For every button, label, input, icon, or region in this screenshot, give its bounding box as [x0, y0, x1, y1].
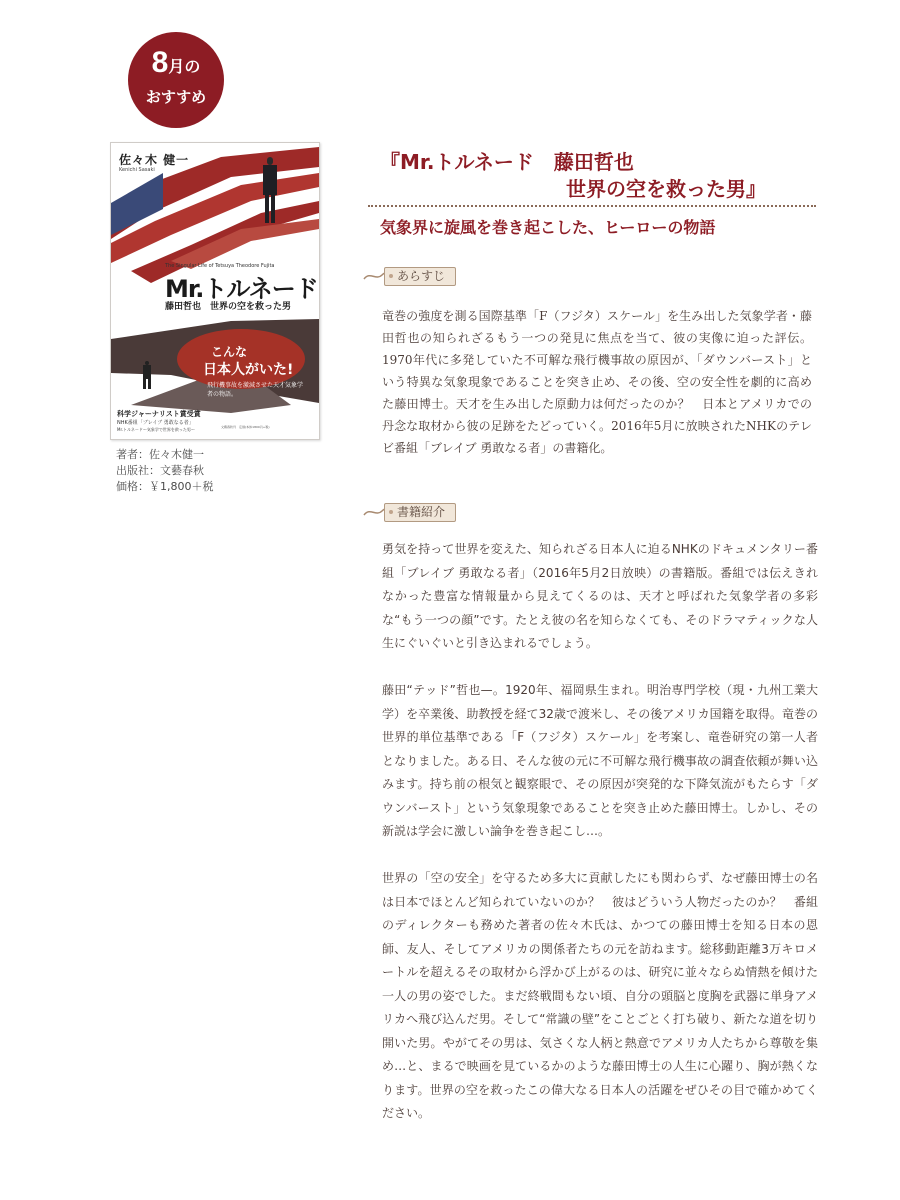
cover-subtitle: 藤田哲也 世界の空を救った男 [165, 302, 292, 312]
cover-award: 科学ジャーナリスト賞受賞 [117, 410, 201, 418]
intro-label: 書籍紹介 [384, 503, 456, 522]
recommendation-badge [128, 32, 224, 128]
intro-paragraph-1: 勇気を持って世界を変えた、知られざる日本人に迫るNHKのドキュメンタリー番組「ブレイブ 勇敢なる者」（2016年5月2日放映）の書籍版。番組では伝えきれなかった豊富な情報量から見えてくるのは、天才と呼ばれた気象学者の多彩な“もう一つの顔”です。たとえ彼の名を知らなくても、そのドラマティックな人生にぐいぐいと引き込まれるでしょう。 [382, 542, 818, 650]
cover-publisher-small: 文藝春秋刊 定価(本体1800円+税) [221, 425, 270, 429]
cover-blob-line1: こんな [211, 345, 248, 359]
cover-nhk-line2: Mr.トルネード〜気象学で世界を救った男〜 [117, 427, 195, 432]
synopsis-tag [362, 265, 482, 287]
book-meta [116, 447, 214, 495]
title-divider [368, 205, 816, 207]
badge-month: 8月の [151, 46, 201, 79]
badge-text: おすすめ [145, 88, 207, 106]
cover-author-en: Kenichi Sasaki [119, 167, 155, 173]
synopsis-label: あらすじ [384, 267, 456, 286]
synopsis-text: 竜巻の強度を測る国際基準「F（フジタ）スケール」を生み出した気象学者・藤田哲也の知られざるもう一つの発見に焦点を当て、彼の実像に迫った評伝。1970年代に多発していた不可解な飛行機事故の原因が、「ダウンバースト」という特異な気象現象であることを突き止め、その後、空の安全性を劇的に高めた藤田博士。天才を生み出した原動力は何だったのか？ 日本とアメリカでの丹念な取材から彼の足跡をたどっていく。2016年5月に放映されたNHKのテレビ番組「ブレイブ 勇敢なる者」の書籍化。 [382, 309, 812, 455]
intro-paragraph-3: 世界の「空の安全」を守るため多大に貢献したにも関わらず、なぜ藤田博士の名は日本でほとんど知られていないのか？ 彼はどういう人物だったのか？ 番組のディレクターも務めた著者の佐々木氏は、かつての藤田博士を知る日本の恩師、友人、そしてアメリカの関係者たちの元を訪ねます。総移動距離3万キロメートルを超えるその取材から浮かび上がるのは、研究に並々ならぬ情熱を傾けた一人の男の姿でした。まだ終戦間もない頃、自分の頭脳と度胸を武器に単身アメリカへ飛び込んだ男。そして“常識の壁”をことごとく打ち破り、新たな道を切り開いた男。やがてその男は、気さくな人柄と熱意でアメリカ人たちから尊敬を集め…と、まるで映画を見ているかのような藤田博士の人生に心躍り、胸が熱くなります。世界の空を救ったこの偉大なる日本人の活躍をぜひその目で確かめてください。 [382, 871, 818, 1120]
cover-blob-line3: 飛行機事故を激減させた天才気象学者の物語。 [207, 382, 304, 398]
cover-subtitle-en: The Singular Life of Tetsuya Theodore Fujita [165, 263, 275, 269]
cover-author: 佐々木 健一 [119, 153, 190, 167]
tagline: 気象界に旋風を巻き起こした、ヒーローの物語 [380, 218, 716, 237]
meta-author: 著者：佐々木健一 [116, 448, 204, 461]
cover-blob-line2: 日本人がいた! [203, 362, 294, 378]
book-title-line2: 世界の空を救った男』 [566, 177, 766, 201]
intro-paragraph-2: 藤田“テッド”哲也—。1920年、福岡県生まれ。明治専門学校（現・九州工業大学）を卒業後、助教授を経て32歳で渡米し、その後アメリカ国籍を取得。竜巻の世界的単位基準である「F（フジタ）スケール」を考案し、竜巻研究の第一人者となりました。ある日、そんな彼の元に不可解な飛行機事故の調査依頼が舞い込みます。持ち前の根気と観察眼で、その原因が突発的な下降気流がもたらす「ダウンバースト」という気象現象であることを突き止めた藤田博士。しかし、その新説は学会に激しい論争を巻き起こし…。 [382, 683, 818, 838]
tag-hole [389, 510, 393, 514]
meta-publisher: 出版社：文藝春秋 [116, 464, 204, 477]
tag-hole [389, 274, 393, 278]
book-cover [110, 142, 320, 440]
intro-text [382, 538, 818, 1149]
cover-title: Mr.トルネード [165, 275, 318, 303]
book-title-line1: 『Mr.トルネード 藤田哲也 [380, 150, 634, 174]
cover-nhk-line1: NHK番組「ブレイブ 勇敢なる者」 [117, 420, 194, 426]
intro-tag [362, 501, 482, 523]
meta-price: 価格：￥1,800＋税 [116, 480, 214, 493]
